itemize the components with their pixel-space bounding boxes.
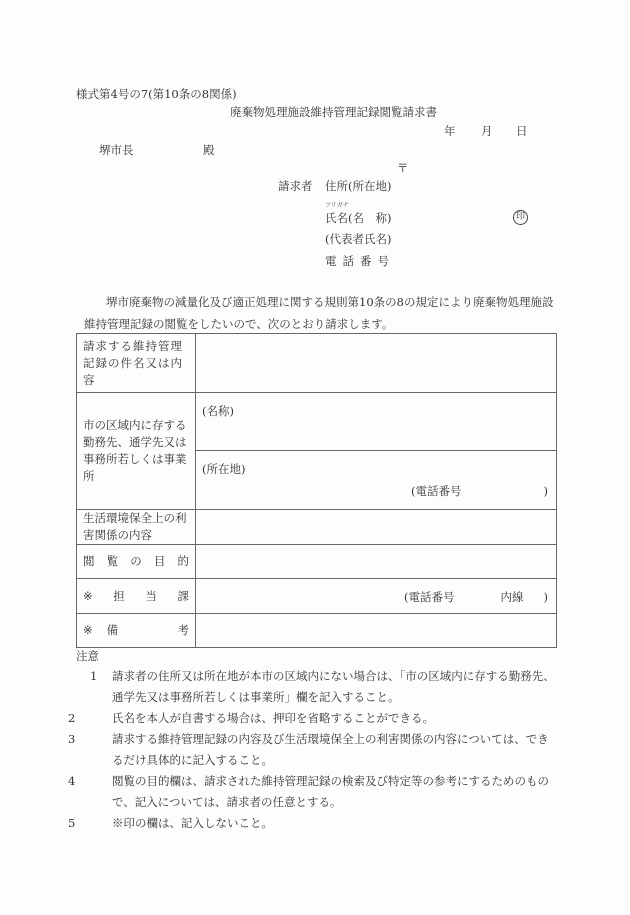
workplace-name-label: (名称) — [202, 404, 234, 418]
note-text: 請求する維持管理記録の内容及び生活環境保全上の利害関係の内容については、できるだけ具体的に記入すること。 — [112, 732, 549, 767]
postal-mark-icon: 〒 — [397, 161, 409, 175]
phone-label: 電話番号 — [325, 254, 395, 268]
note-item — [68, 729, 560, 771]
department-phone-close: ) — [543, 590, 548, 604]
purpose-char: 覧 — [106, 554, 119, 568]
remarks-field — [196, 614, 557, 648]
department-field — [196, 579, 557, 614]
purpose-label — [77, 545, 196, 579]
table-row-department — [77, 579, 557, 614]
note-item — [84, 666, 560, 708]
note-number: 1 — [90, 669, 98, 683]
remarks-char: 考 — [177, 623, 189, 637]
department-char: 担 — [113, 588, 125, 603]
interest-field[interactable] — [196, 510, 557, 545]
requester-label: 請求者 — [278, 179, 313, 193]
note-item — [68, 708, 560, 729]
workplace-location-label: (所在地) — [202, 462, 246, 476]
workplace-label: 市の区域内に存する勤務先、通学先又は事務所若しくは事業所 — [77, 393, 196, 510]
remarks-char: 備 — [106, 623, 119, 637]
workplace-name-field[interactable] — [196, 393, 557, 451]
purpose-char: 目 — [153, 554, 166, 568]
table-row-purpose — [77, 545, 557, 579]
workplace-phone-line — [411, 483, 548, 499]
furigana-label: フリガナ — [325, 202, 349, 209]
purpose-field[interactable] — [196, 545, 557, 579]
notes-title: 注意 — [76, 649, 99, 663]
table-row-workplace-name — [77, 393, 557, 451]
extension-label: 内線 — [500, 590, 524, 604]
note-number: 2 — [68, 711, 76, 725]
representative-label: (代表者氏名) — [325, 232, 392, 246]
department-char: 当 — [145, 588, 157, 603]
interest-label: 生活環境保全上の利害関係の内容 — [77, 510, 196, 545]
record-content-field[interactable] — [196, 334, 557, 393]
workplace-phone-label: (電話番号 — [411, 484, 462, 498]
department-char: 課 — [177, 588, 189, 603]
intro-paragraph: 堺市廃棄物の減量化及び適正処理に関する規則第10条の8の規定により廃棄物処理施設維持管理記録の閲覧をしたいので、次のとおり請求します。 — [84, 295, 554, 331]
purpose-char: 的 — [177, 554, 189, 568]
table-row-record-content — [77, 334, 557, 393]
table-row-interest — [77, 510, 557, 545]
date-month-label: 月 — [481, 124, 493, 138]
asterisk-mark-icon: ※ — [83, 623, 93, 637]
request-form-table — [76, 333, 557, 648]
note-item — [68, 813, 560, 834]
seal-icon: 印 — [513, 210, 528, 225]
note-text: ※印の欄は、記入しないこと。 — [112, 816, 273, 830]
addressee: 堺市長 — [99, 143, 134, 157]
note-number: 3 — [68, 732, 76, 746]
note-number: 4 — [68, 774, 76, 788]
address-label: 住所(所在地) — [325, 179, 392, 193]
note-text: 閲覧の目的欄は、請求された維持管理記録の検索及び特定等の参考にするためのもので、記入については、請求者の任意とする。 — [112, 774, 549, 809]
workplace-phone-close: ) — [543, 484, 548, 498]
department-phone-label: (電話番号 — [404, 590, 455, 604]
table-row-remarks — [77, 614, 557, 648]
purpose-char: の — [130, 554, 142, 568]
asterisk-mark-icon: ※ — [83, 588, 93, 603]
workplace-location-field[interactable] — [196, 451, 557, 510]
name-label: 氏名(名 称) — [325, 211, 392, 225]
form-id: 様式第4号の7(第10条の8関係) — [76, 87, 237, 101]
honorific: 殿 — [203, 143, 215, 157]
remarks-label — [77, 614, 196, 648]
department-phone-line — [404, 589, 548, 605]
note-item — [68, 771, 560, 813]
purpose-char: 閲 — [83, 554, 95, 568]
note-number: 5 — [68, 816, 76, 830]
note-text: 氏名を本人が自書する場合は、押印を省略することができる。 — [112, 711, 434, 725]
date-day-label: 日 — [516, 124, 528, 138]
document-title: 廃棄物処理施設維持管理記録閲覧請求書 — [230, 105, 437, 119]
date-year-label: 年 — [444, 124, 456, 138]
department-label — [77, 579, 196, 614]
record-content-label: 請求する維持管理記録の件名又は内容 — [77, 334, 196, 393]
note-text: 請求者の住所又は所在地が本市の区域内にない場合は、「市の区域内に存する勤務先、通学先又は事務所若しくは事業所」欄を記入すること。 — [112, 669, 555, 704]
